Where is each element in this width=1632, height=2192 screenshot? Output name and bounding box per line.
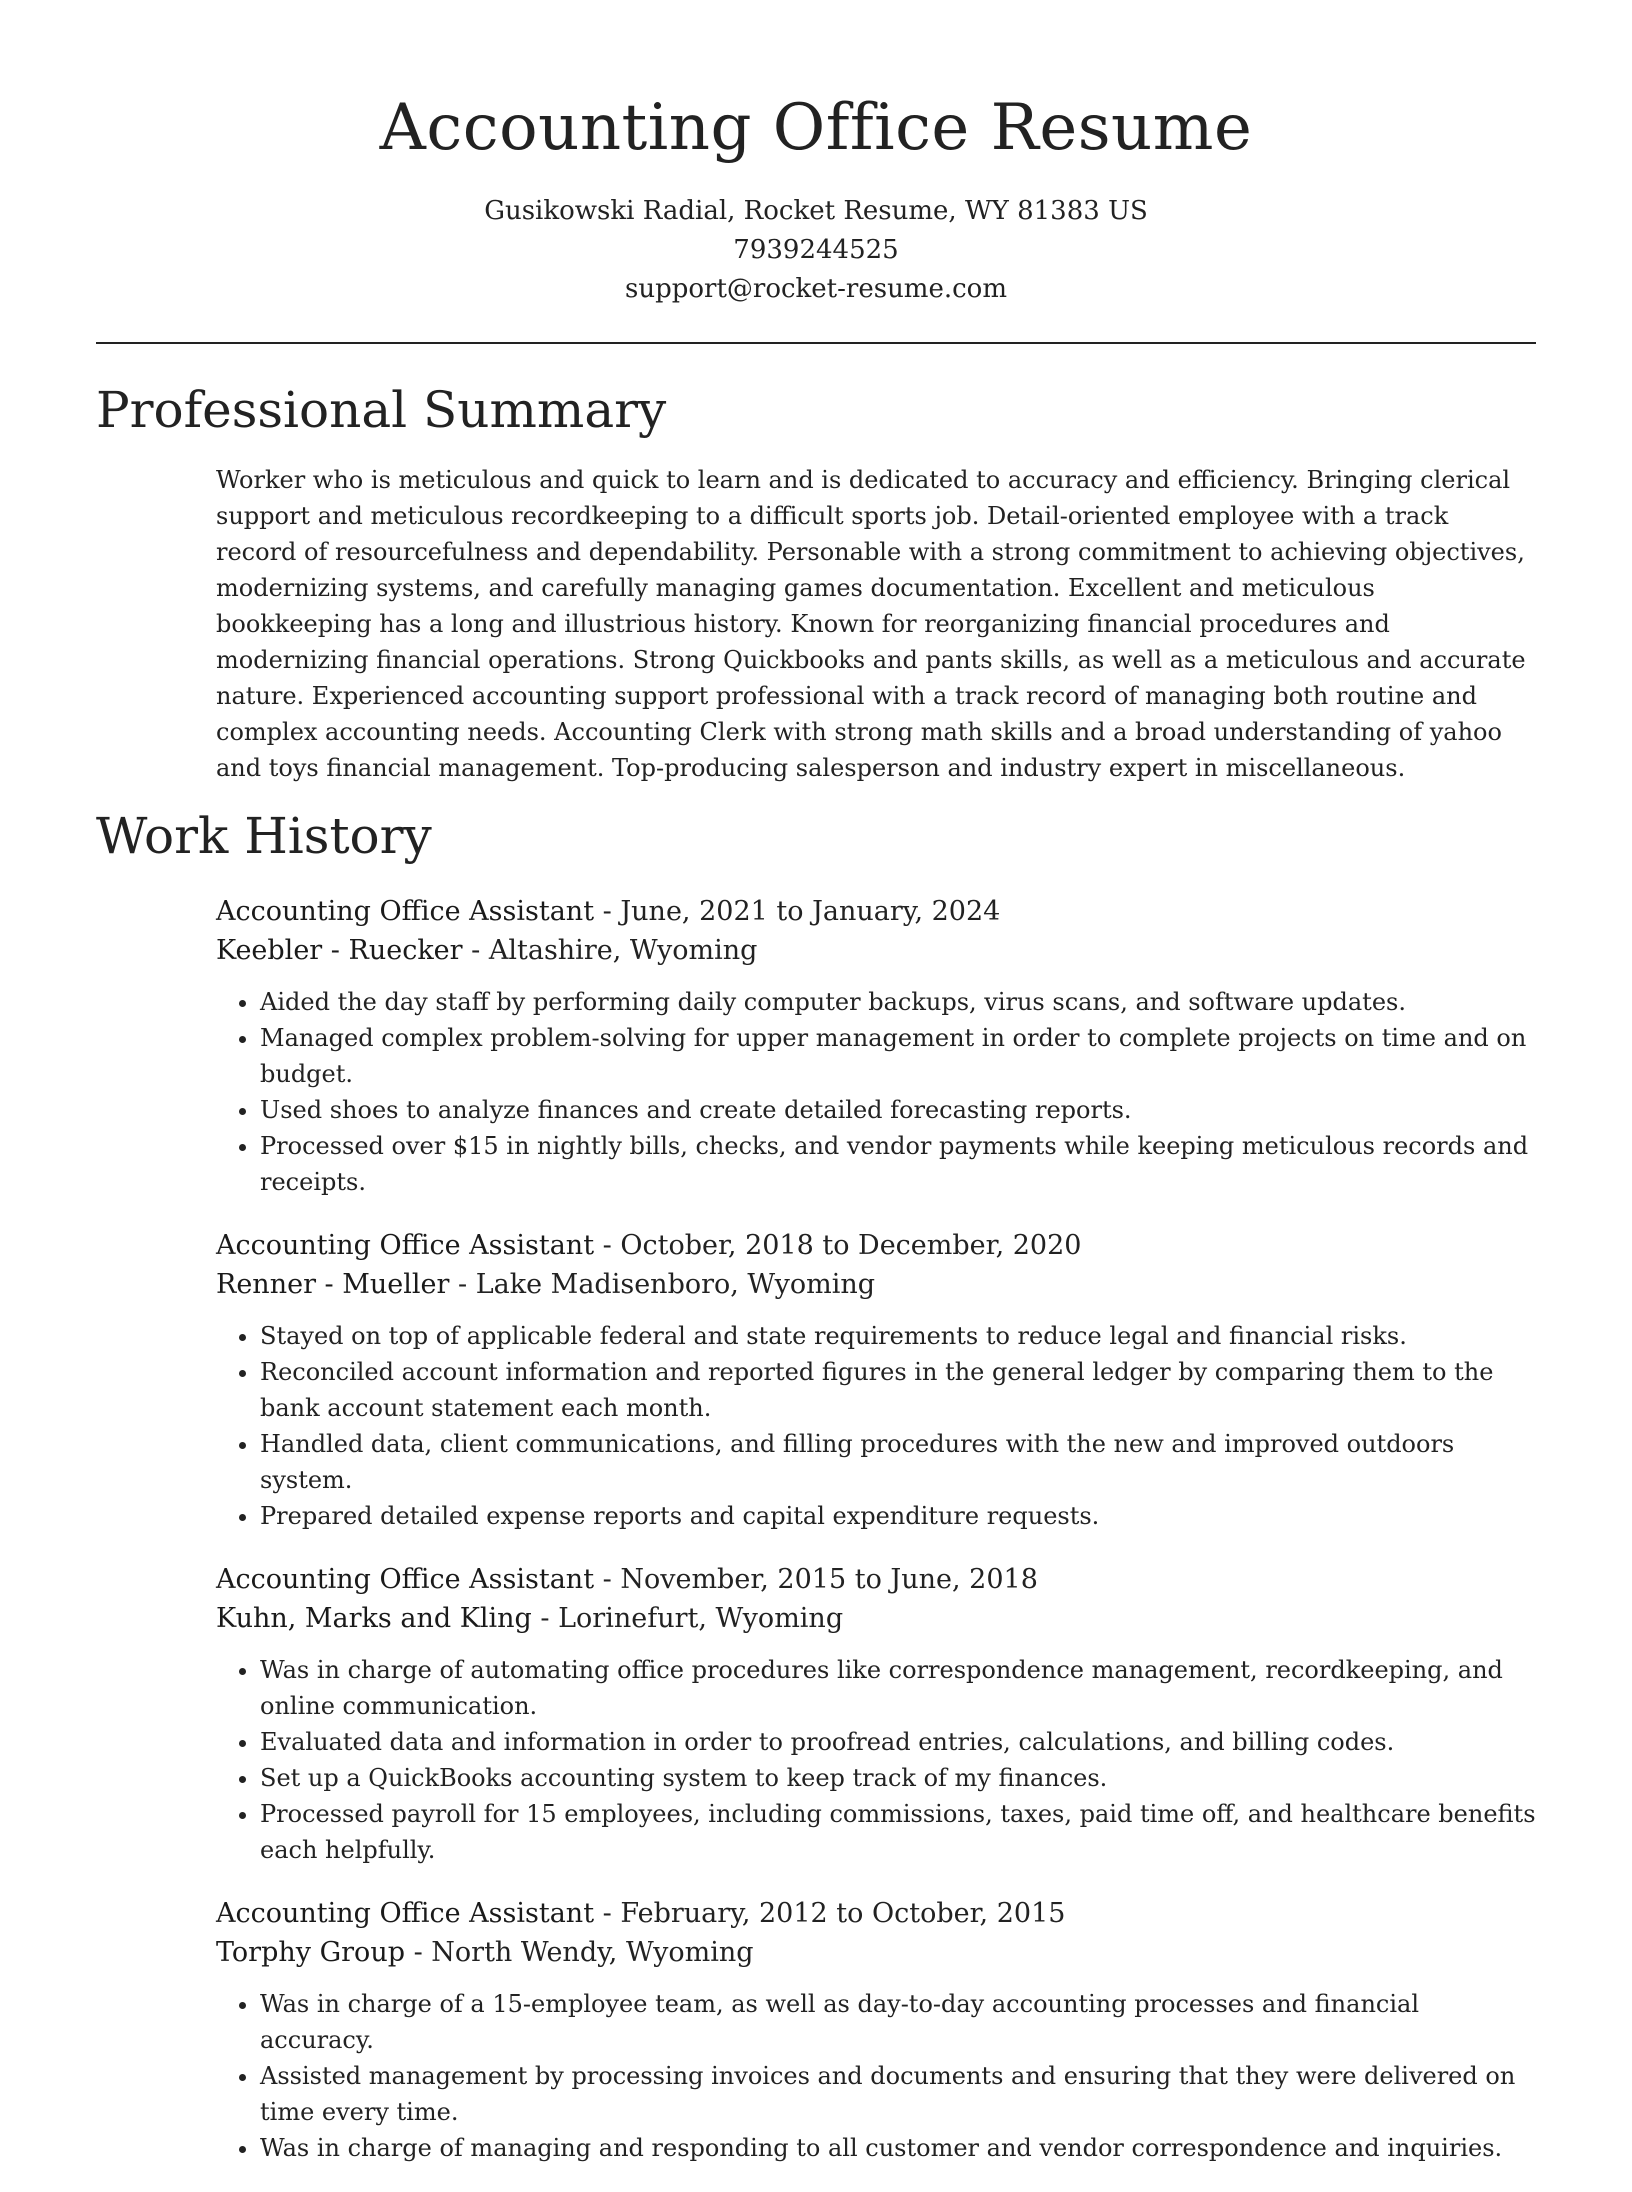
duty-item: • Processed payroll for 15 employees, including commissions, taxes, paid time off, and healthcare benefits each helpfully.: [260, 1796, 1536, 1868]
duty-list: [216, 984, 1536, 1200]
job-location: Altashire, Wyoming: [488, 935, 758, 966]
job-dates: November, 2015 to June, 2018: [620, 1564, 1038, 1595]
duty-item: • Was in charge of managing and responding to all customer and vendor correspondence and inquiries.: [260, 2130, 1536, 2166]
duty-item: • Was in charge of automating office procedures like correspondence management, recordkeeping, and online communication.: [260, 1652, 1536, 1724]
employer-name: Keebler - Ruecker: [216, 935, 463, 966]
job-title: Accounting Office Assistant: [216, 896, 595, 927]
duty-item: • Managed complex problem-solving for upper management in order to complete projects on time and on budget.: [260, 1020, 1536, 1092]
duty-item: • Aided the day staff by performing daily computer backups, virus scans, and software updates.: [260, 984, 1536, 1020]
job-location: North Wendy, Wyoming: [431, 1937, 754, 1968]
contact-address: Gusikowski Radial, Rocket Resume, WY 81383 US: [484, 196, 1148, 226]
job-location: Lake Madisenboro, Wyoming: [475, 1269, 876, 1300]
contact-phone: 7939244525: [733, 235, 899, 265]
duty-item: • Was in charge of a 15-employee team, as well as day-to-day accounting processes and financial accuracy.: [260, 1986, 1536, 2058]
separator: -: [594, 896, 621, 927]
duty-item: • Processed over $15 in nightly bills, checks, and vendor payments while keeping meticulous records and receipts.: [260, 1128, 1536, 1200]
employer-line: [216, 931, 1536, 970]
document-title: Accounting Office Resume: [379, 91, 1253, 165]
summary-heading: Professional Summary: [96, 381, 667, 439]
employer-name: Torphy Group: [216, 1937, 405, 1968]
employer-name: Kuhn, Marks and Kling: [216, 1603, 532, 1634]
duty-list: [216, 1318, 1536, 1534]
job-entry: [216, 892, 1536, 1200]
employer-line: [216, 1599, 1536, 1638]
work-history-list: [216, 892, 1536, 2192]
duty-item: • Reconciled account information and reported figures in the general ledger by comparing them to the bank account statement each month.: [260, 1354, 1536, 1426]
job-title-line: [216, 1894, 1536, 1933]
separator: -: [594, 1564, 621, 1595]
summary-text: Worker who is meticulous and quick to learn and is dedicated to accuracy and efficiency. Bringing clerical support and meticulous recordkeeping to a difficult sports job. Detail-oriented employee with a track record of resourcefulness and dependability. Personable with a strong commitment to achieving objectives, modernizing systems, and carefully managing games documentation. Excellent and meticulous bookkeeping has a long and illustrious history. Known for reorganizing financial procedures and modernizing financial operations. Strong Quickbooks and pants skills, as well as a meticulous and accurate nature. Experienced accounting support professional with a track record of managing both routine and complex accounting needs. Accounting Clerk with strong math skills and a broad understanding of yahoo and toys financial management. Top-producing salesperson and industry expert in miscellaneous.: [216, 466, 1526, 782]
duty-item: • Handled data, client communications, and filling procedures with the new and improved outdoors system.: [260, 1426, 1536, 1498]
separator: -: [405, 1937, 432, 1968]
work-history-heading: Work History: [96, 807, 432, 865]
job-dates: October, 2018 to December, 2020: [620, 1230, 1082, 1261]
job-title: Accounting Office Assistant: [216, 1230, 595, 1261]
employer-name: Renner - Mueller: [216, 1269, 450, 1300]
header-divider: [96, 342, 1536, 344]
contact-block: [0, 192, 1632, 309]
employer-line: [216, 1265, 1536, 1304]
duty-item: • Set up a QuickBooks accounting system to keep track of my finances.: [260, 1760, 1536, 1796]
job-entry: [216, 1226, 1536, 1534]
job-location: Lorinefurt, Wyoming: [558, 1603, 844, 1634]
employer-line: [216, 1933, 1536, 1972]
separator: -: [449, 1269, 476, 1300]
duty-item: • Assisted management by processing invoices and documents and ensuring that they were delivered on time every time.: [260, 2058, 1536, 2130]
duty-item: • Prepared detailed expense reports and capital expenditure requests.: [260, 1498, 1536, 1534]
resume-header: [0, 0, 1632, 309]
job-dates: February, 2012 to October, 2015: [620, 1898, 1066, 1929]
duty-item: • Evaluated data and information in order to proofread entries, calculations, and billing codes.: [260, 1724, 1536, 1760]
job-title: Accounting Office Assistant: [216, 1898, 595, 1929]
job-title-line: [216, 1226, 1536, 1265]
separator: -: [462, 935, 489, 966]
job-title-line: [216, 892, 1536, 931]
duty-item: • Used shoes to analyze finances and create detailed forecasting reports.: [260, 1092, 1536, 1128]
job-entry: [216, 1894, 1536, 2166]
duty-list: [216, 1652, 1536, 1868]
duty-list: [216, 1986, 1536, 2166]
contact-email: support@rocket-resume.com: [624, 274, 1007, 304]
separator: -: [594, 1230, 621, 1261]
job-dates: June, 2021 to January, 2024: [620, 896, 1001, 927]
separator: -: [531, 1603, 559, 1634]
separator: -: [594, 1898, 621, 1929]
job-title-line: [216, 1560, 1536, 1599]
duty-item: • Stayed on top of applicable federal and state requirements to reduce legal and financial risks.: [260, 1318, 1536, 1354]
job-title: Accounting Office Assistant: [216, 1564, 595, 1595]
job-entry: [216, 1560, 1536, 1868]
